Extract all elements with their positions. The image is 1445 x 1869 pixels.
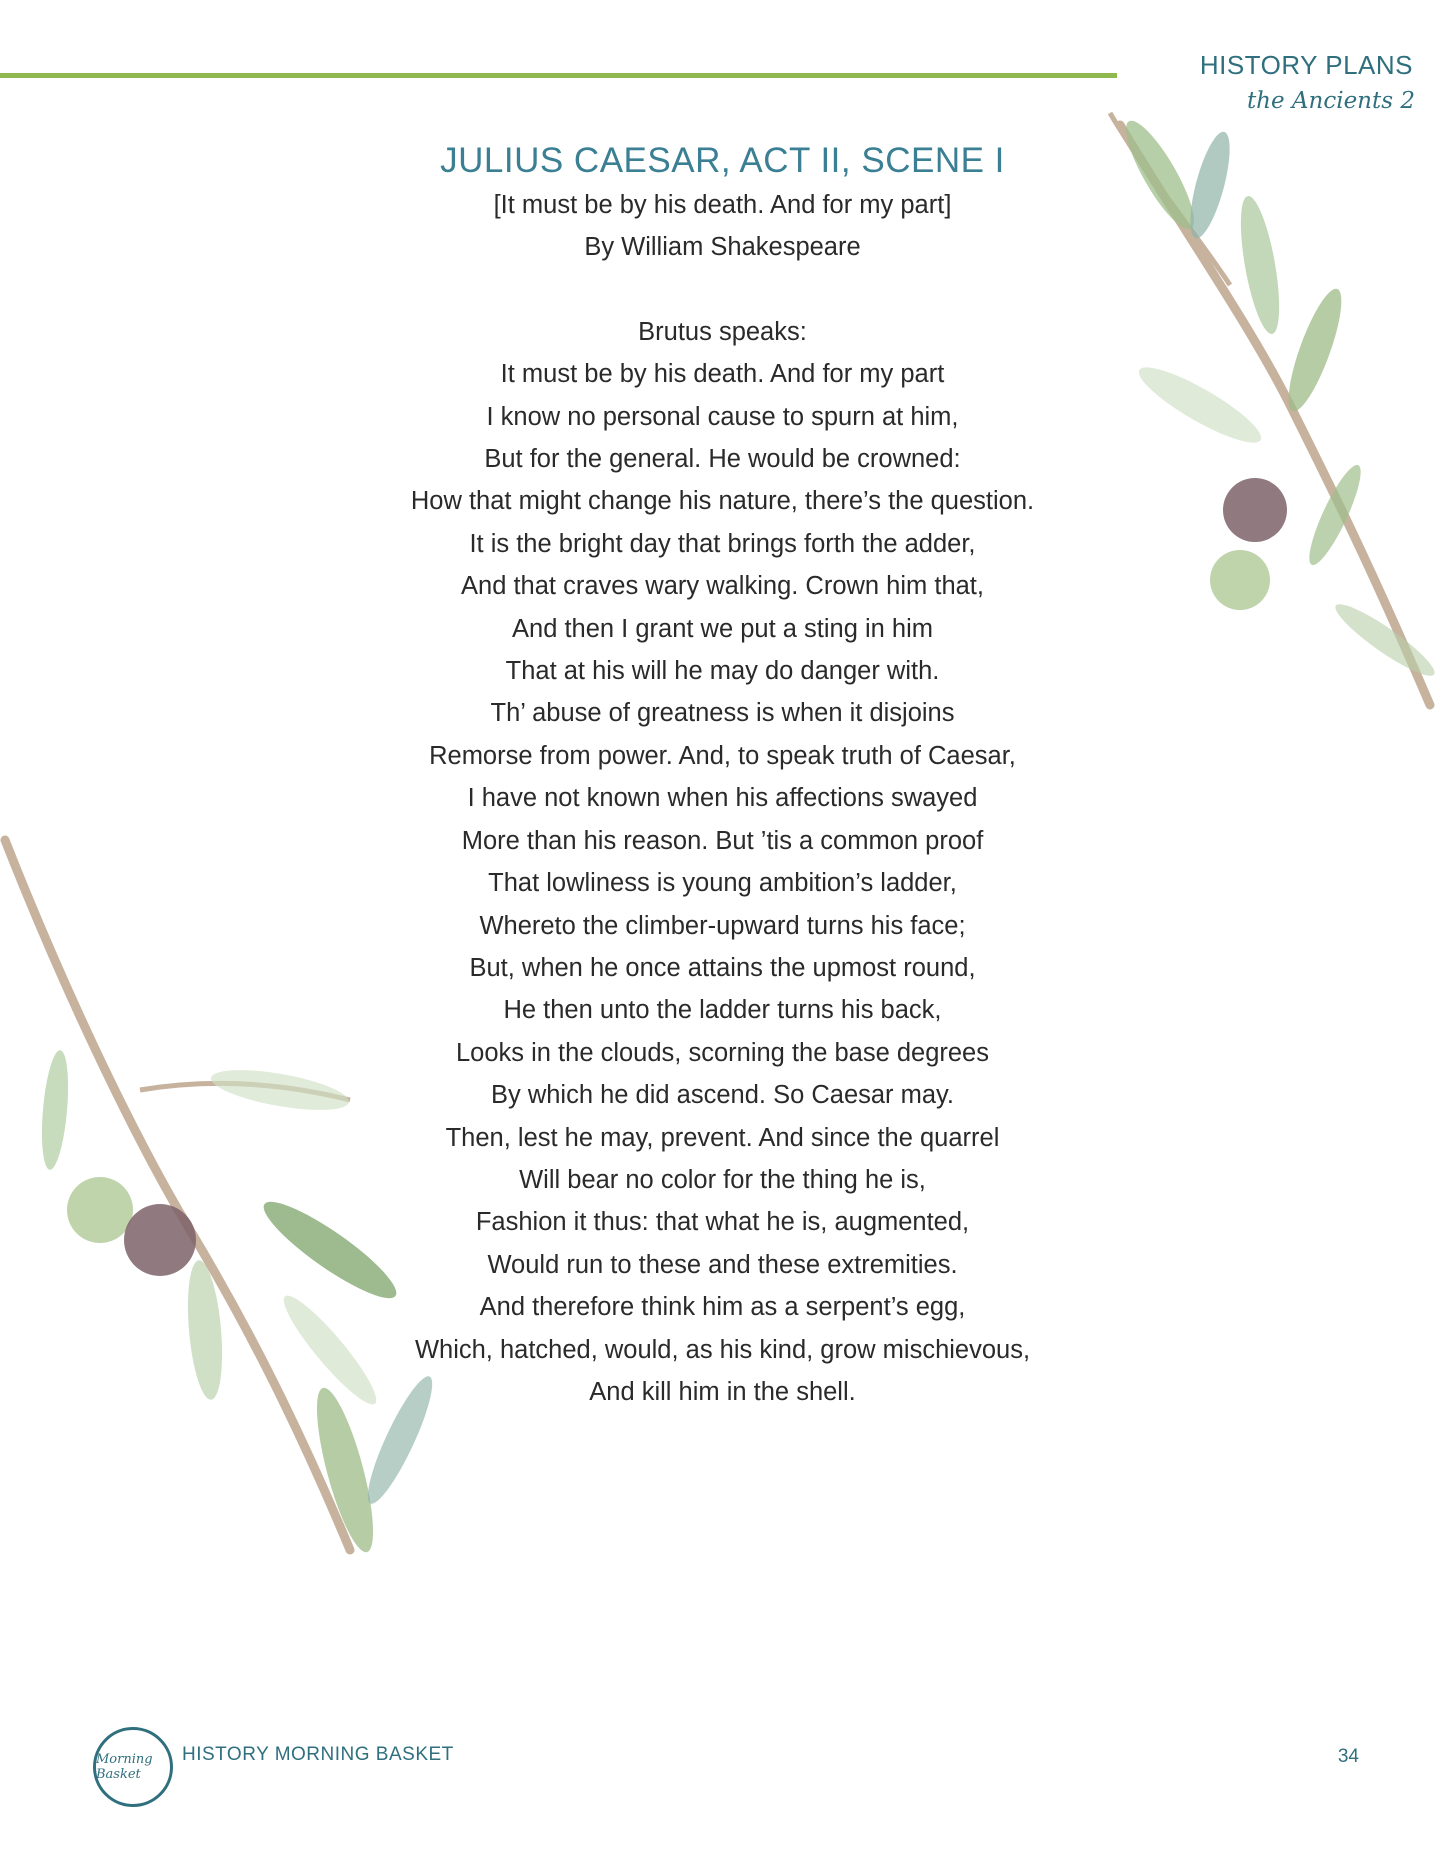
- poem-line: Th’ abuse of greatness is when it disjoins: [490, 699, 955, 728]
- poem-line: It is the bright day that brings forth the adder,: [469, 529, 976, 558]
- poem-author: By William Shakespeare: [584, 233, 861, 262]
- poem-line: He then unto the ladder turns his back,: [503, 996, 942, 1025]
- poem-line: That at his will he may do danger with.: [505, 657, 940, 686]
- poem-line: And kill him in the shell.: [589, 1377, 856, 1406]
- poem-line: Will bear no color for the thing he is,: [519, 1165, 926, 1194]
- poem-line: But for the general. He would be crowned:: [484, 445, 961, 474]
- page-number: 34: [1337, 1746, 1359, 1767]
- footer-label: HISTORY MORNING BASKET: [182, 1744, 454, 1765]
- poem-line: Whereto the climber-upward turns his face;: [479, 911, 966, 940]
- poem-title: JULIUS CAESAR, ACT II, SCENE I: [440, 141, 1005, 180]
- olive-branch-top-right-illustration: [1100, 105, 1445, 725]
- poem-line: More than his reason. But ’tis a common proof: [461, 826, 984, 855]
- poem-line: I know no personal cause to spurn at him,: [486, 402, 959, 431]
- poem-line: I have not known when his affections swayed: [467, 784, 978, 813]
- poem-line: And then I grant we put a sting in him: [512, 614, 933, 643]
- poem-subtitle: [It must be by his death. And for my part]: [493, 191, 952, 219]
- poem-line: Which, hatched, would, as his kind, grow mischievous,: [414, 1335, 1031, 1364]
- poem-line: Looks in the clouds, scorning the base degrees: [455, 1038, 989, 1067]
- poem-line: Then, lest he may, prevent. And since the quarrel: [445, 1123, 1000, 1152]
- poem-line: How that might change his nature, there’s the question.: [410, 487, 1035, 516]
- logo-text: Morning Basket: [96, 1752, 153, 1782]
- header-subtitle: the Ancients 2: [1246, 88, 1415, 114]
- poem-line: But, when he once attains the upmost round,: [469, 953, 976, 982]
- poem-line: That lowliness is young ambition’s ladder,: [488, 869, 957, 898]
- header-title: HISTORY PLANS: [1199, 50, 1413, 80]
- poem-line: Fashion it thus: that what he is, augmented,: [475, 1208, 970, 1237]
- header-rule: [0, 73, 1117, 78]
- poem-line: By which he did ascend. So Caesar may.: [490, 1081, 954, 1110]
- poem-line: It must be by his death. And for my part: [500, 360, 945, 389]
- poem-speaker: Brutus speaks:: [638, 317, 807, 346]
- poem-content: [340, 138, 1105, 1413]
- poem-line: Remorse from power. And, to speak truth of Caesar,: [429, 741, 1016, 770]
- morning-basket-logo: [93, 1727, 173, 1807]
- poem-line: Would run to these and these extremities.: [487, 1250, 958, 1279]
- stanza-gap: [340, 269, 1105, 311]
- poem-line: And therefore think him as a serpent’s egg,: [479, 1293, 966, 1322]
- poem-line: And that craves wary walking. Crown him that,: [461, 572, 984, 601]
